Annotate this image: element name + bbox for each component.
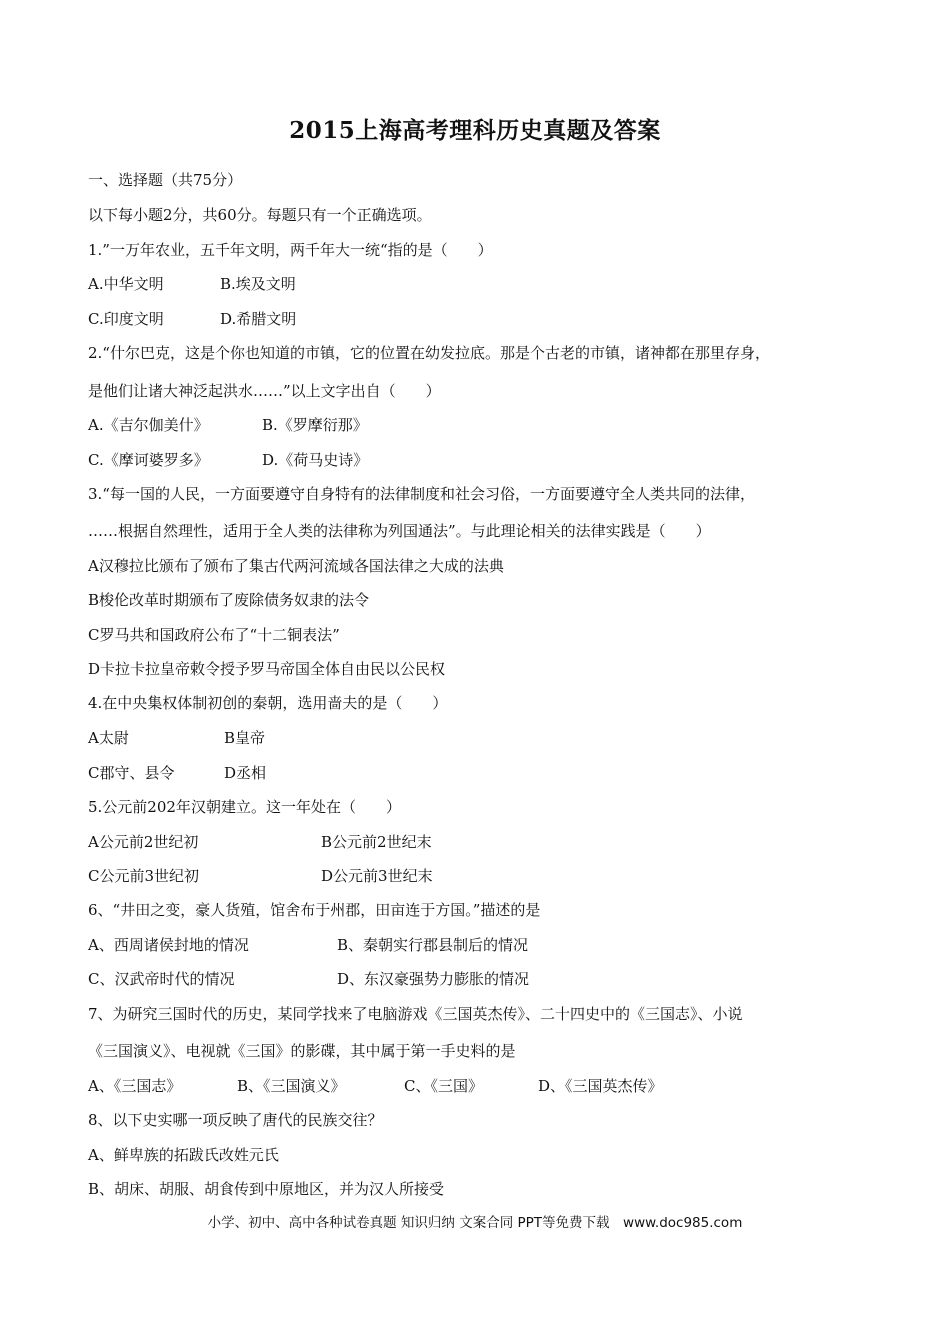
question-8-stem: 8、以下史实哪一项反映了唐代的民族交往？ [88,1111,383,1129]
question-4-stem: 4.在中央集权体制初创的秦朝，选用啬夫的是（ ） [88,694,448,712]
question-1-option-d: D.希腊文明 [220,310,297,328]
question-7-stem-line-1: 7、为研究三国时代的历史，某同学找来了电脑游戏《三国英杰传》、二十四史中的《三国志》、小说 [88,1005,743,1023]
question-7-option-c: C、《三国》 [404,1077,483,1095]
question-3-option-d: D卡拉卡拉皇帝敕令授予罗马帝国全体自由民以公民权 [88,660,446,678]
question-5-option-b: B公元前2世纪末 [321,833,432,851]
question-1-option-c: C.印度文明 [88,310,164,328]
question-6-stem: 6、“井田之变，豪人货殖，馆舍布于州郡，田亩连于方国。”描述的是 [88,901,541,919]
question-6-option-c: C、汉武帝时代的情况 [88,970,235,988]
question-5-stem: 5.公元前202年汉朝建立。这一年处在（ ） [88,798,401,816]
question-1-option-b: B.埃及文明 [220,275,296,293]
section-instruction: 以下每小题2分，共60分。每题只有一个正确选项。 [88,206,432,224]
question-7-stem-line-2: 《三国演义》、电视就《三国》的影碟，其中属于第一手史料的是 [88,1042,516,1060]
section-heading: 一、选择题（共75分） [88,171,243,189]
question-4-option-c: C郡守、县令 [88,764,175,782]
question-1-stem: 1.”一万年农业，五千年文明，两千年大一统“指的是（ ） [88,241,493,259]
question-6-option-d: D、东汉豪强势力膨胀的情况 [337,970,530,988]
question-4-option-b: B皇帝 [224,729,266,747]
question-3-stem-line-2: ……根据自然理性，适用于全人类的法律称为列国通法”。与此理论相关的法律实践是（ ） [88,522,711,540]
question-2-option-b: B.《罗摩衍那》 [262,416,368,434]
question-2-stem-line-2: 是他们让诸大神泛起洪水……”以上文字出自（ ） [88,382,441,400]
question-8-option-a: A、鲜卑族的拓跋氏改姓元氏 [88,1146,279,1164]
question-5-option-c: C公元前3世纪初 [88,867,200,885]
question-4-option-a: A太尉 [88,729,129,747]
question-2-option-a: A.《吉尔伽美什》 [88,416,209,434]
question-7-option-a: A、《三国志》 [88,1077,182,1095]
question-7-option-b: B、《三国演义》 [237,1077,346,1095]
question-3-stem-line-1: 3.“每一国的人民，一方面要遵守自身特有的法律制度和社会习俗，一方面要遵守全人类共同的法律， [88,485,755,503]
question-3-option-a: A汉穆拉比颁布了颁布了集古代两河流域各国法律之大成的法典 [88,557,504,575]
question-1-option-a: A.中华文明 [88,275,164,293]
question-3-option-c: C罗马共和国政府公布了“十二铜表法” [88,626,340,644]
question-7-option-d: D、《三国英杰传》 [538,1077,663,1095]
question-5-option-a: A公元前2世纪初 [88,833,199,851]
question-2-stem-line-1: 2.“什尔巴克，这是个你也知道的市镇，它的位置在幼发拉底。那是个古老的市镇，诸神都在那里存身， [88,344,770,362]
page-title: 2015上海高考理科历史真题及答案 [289,117,661,144]
question-6-option-b: B、秦朝实行郡县制后的情况 [337,936,529,954]
question-6-option-a: A、西周诸侯封地的情况 [88,936,249,954]
question-2-option-d: D.《荷马史诗》 [262,451,369,469]
question-4-option-d: D丞相 [224,764,267,782]
page-footer: 小学、初中、高中各种试卷真题 知识归纳 文案合同 PPT等免费下载 www.doc985.com [207,1215,743,1231]
question-3-option-b: B梭伦改革时期颁布了废除债务奴隶的法令 [88,591,370,609]
question-8-option-b: B、胡床、胡服、胡食传到中原地区，并为汉人所接受 [88,1180,445,1198]
question-2-option-c: C.《摩诃婆罗多》 [88,451,209,469]
question-5-option-d: D公元前3世纪末 [321,867,433,885]
